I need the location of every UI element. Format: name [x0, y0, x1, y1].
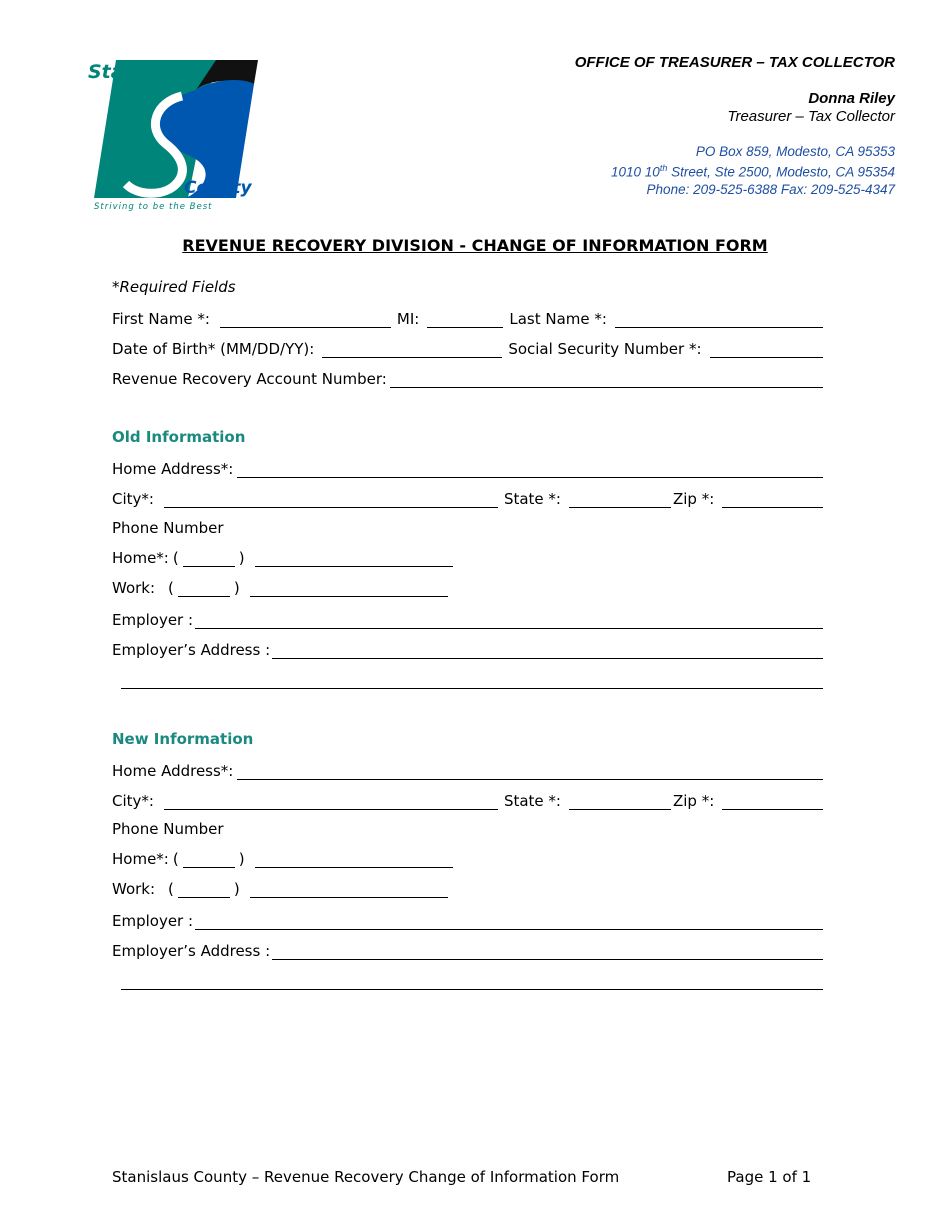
logo-tagline: Striving to be the Best [94, 202, 213, 212]
old-zip-label: Zip *: [672, 490, 715, 508]
name-row [112, 308, 823, 328]
new-city-row [112, 790, 823, 810]
new-home-address-field[interactable] [237, 763, 823, 780]
last-name-label: Last Name *: [509, 310, 607, 328]
dob-label: Date of Birth* (MM/DD/YY): [112, 340, 315, 358]
old-work-phone-label: Work: [112, 579, 156, 597]
old-home-address-field[interactable] [237, 461, 823, 478]
old-employer-address-label: Employer’s Address : [112, 641, 271, 659]
old-home-area-code-field[interactable] [183, 550, 235, 567]
logo-top-text: Stanislaus [88, 61, 200, 83]
account-row [112, 368, 823, 388]
new-state-field[interactable] [569, 793, 671, 810]
new-employer-address-field[interactable] [272, 943, 823, 960]
old-city-label: City*: [112, 490, 154, 508]
old-work-phone-row: Work: ( ) [112, 579, 448, 597]
new-work-phone-label: Work: [112, 880, 156, 898]
po-box: PO Box 859, Modesto, CA 95353 [695, 144, 895, 159]
old-home-address-label: Home Address*: [112, 460, 234, 478]
old-employer-label: Employer : [112, 611, 194, 629]
dob-field[interactable] [322, 341, 502, 358]
phone-fax: Phone: 209-525-6388 Fax: 209-525-4347 [646, 181, 895, 197]
old-employer-address-field[interactable] [272, 642, 823, 659]
old-employer-address-row [112, 639, 823, 659]
stanislaus-county-logo [86, 56, 261, 214]
new-phone-heading: Phone Number [112, 820, 224, 838]
new-city-field[interactable] [164, 793, 498, 810]
new-info-heading: New Information [112, 730, 254, 748]
new-home-phone-label: Home*: [112, 850, 169, 868]
account-field[interactable] [390, 371, 823, 388]
old-city-row [112, 488, 823, 508]
new-employer-address-label: Employer’s Address : [112, 942, 271, 960]
new-employer-row [112, 910, 823, 930]
new-zip-field[interactable] [722, 793, 823, 810]
street-address: 1010 10th Street, Ste 2500, Modesto, CA 95354 [611, 163, 895, 180]
new-work-phone-row: Work: ( ) [112, 880, 448, 898]
first-name-field[interactable] [220, 311, 391, 328]
new-work-area-code-field[interactable] [178, 881, 230, 898]
new-home-address-label: Home Address*: [112, 762, 234, 780]
old-zip-field[interactable] [722, 491, 823, 508]
old-home-address-row [112, 458, 823, 478]
old-home-phone-label: Home*: [112, 549, 169, 567]
new-work-phone-field[interactable] [250, 881, 448, 898]
old-employer-field[interactable] [195, 612, 823, 629]
new-employer-address-line2[interactable] [121, 988, 823, 990]
new-home-phone-row: Home*: ( ) [112, 850, 453, 868]
new-employer-label: Employer : [112, 912, 194, 930]
old-state-field[interactable] [569, 491, 671, 508]
new-zip-label: Zip *: [672, 792, 715, 810]
treasurer-name: Donna Riley [808, 90, 895, 107]
old-employer-row [112, 609, 823, 629]
logo-bottom-text: County [184, 178, 252, 198]
new-employer-address-row [112, 940, 823, 960]
dob-ssn-row [112, 338, 823, 358]
old-info-heading: Old Information [112, 428, 246, 446]
last-name-field[interactable] [615, 311, 823, 328]
old-city-field[interactable] [164, 491, 498, 508]
new-city-label: City*: [112, 792, 154, 810]
office-title: OFFICE OF TREASURER – TAX COLLECTOR [574, 54, 895, 71]
ssn-field[interactable] [710, 341, 824, 358]
new-home-phone-field[interactable] [255, 851, 453, 868]
old-state-label: State *: [503, 490, 561, 508]
account-label: Revenue Recovery Account Number: [112, 370, 387, 388]
treasurer-role: Treasurer – Tax Collector [727, 108, 895, 125]
old-work-phone-field[interactable] [250, 580, 448, 597]
mi-label: MI: [396, 310, 420, 328]
new-home-address-row [112, 760, 823, 780]
form-title: REVENUE RECOVERY DIVISION - CHANGE OF INFORMATION FORM [182, 236, 768, 255]
new-employer-field[interactable] [195, 913, 823, 930]
footer-form-name: Stanislaus County – Revenue Recovery Change of Information Form [112, 1168, 620, 1186]
contact-block [611, 143, 895, 198]
mi-field[interactable] [427, 311, 503, 328]
old-phone-heading: Phone Number [112, 519, 224, 537]
footer-page-number: Page 1 of 1 [727, 1168, 812, 1186]
ssn-label: Social Security Number *: [508, 340, 702, 358]
new-home-area-code-field[interactable] [183, 851, 235, 868]
old-work-area-code-field[interactable] [178, 580, 230, 597]
old-home-phone-row: Home*: ( ) [112, 549, 453, 567]
old-employer-address-line2[interactable] [121, 687, 823, 689]
required-fields-note: *Required Fields [112, 278, 236, 296]
first-name-label: First Name *: [112, 310, 210, 328]
old-home-phone-field[interactable] [255, 550, 453, 567]
new-state-label: State *: [503, 792, 561, 810]
